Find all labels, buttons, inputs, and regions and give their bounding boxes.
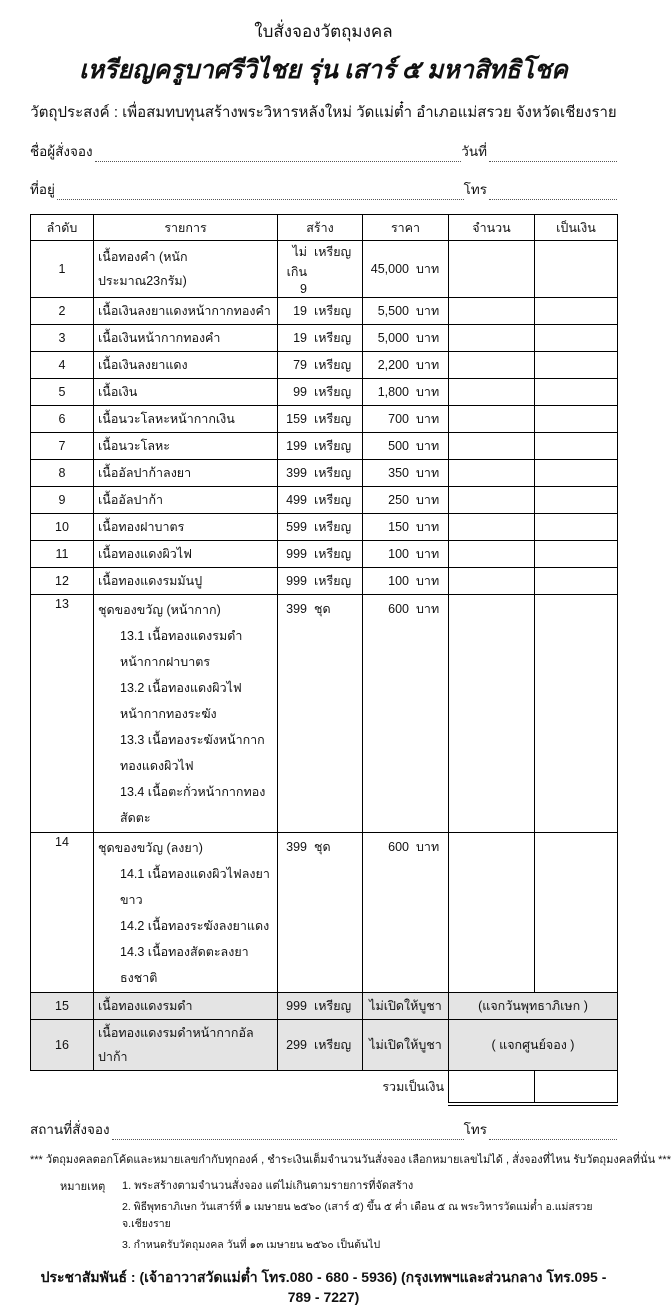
item-name: เนื้อเงินลงยาแดงหน้ากากทองคำ <box>98 304 271 318</box>
item-name: ชุดของขวัญ (ลงยา) <box>98 841 203 855</box>
col-header-amount: เป็นเงิน <box>535 215 618 241</box>
price-cell: 100 บาท <box>363 568 449 595</box>
giveaway-note-cell: ( แจกศูนย์จอง ) <box>449 1020 618 1071</box>
address-label: ที่อยู่ <box>30 182 55 197</box>
remark-item-2: 2. พิธีพุทธาภิเษก วันเสาร์ที่ ๑ เมษายน ๒๕๖๐ (เสาร์ ๕) ขึ้น ๕ ค่ำ เดือน ๕ ณ พระวิหารวัดแม่ต๋ำ อ.แม่สรวย จ.เชียงราย <box>122 1200 593 1230</box>
item-name: เนื้ออัลปาก้า <box>98 493 164 507</box>
amount-input-cell[interactable] <box>535 514 618 541</box>
sub-item: 13.2 เนื้อทองแดงผิวไฟหน้ากากทองระฆัง <box>120 681 242 721</box>
item-name: เนื้อทองแดงผิวไฟ <box>98 547 192 561</box>
made-cell: 499 เหรียญ <box>278 487 363 514</box>
table-row <box>31 241 618 298</box>
contact-line: ประชาสัมพันธ์ : (เจ้าอาวาสวัดแม่ต๋ำ โทร.080 - 680 - 5936) (กรุงเทพฯและส่วนกลาง โทร.095 - 789 - 7227) <box>40 1268 607 1305</box>
item-name: เนื้อเงินลงยาแดง <box>98 358 188 372</box>
item-name: เนื้อเงินหน้ากากทองคำ <box>98 331 221 345</box>
table-header-row <box>31 215 618 241</box>
made-cell: 299 เหรียญ <box>278 1020 363 1071</box>
amount-input-cell[interactable] <box>535 352 618 379</box>
date-input-line[interactable] <box>489 146 617 162</box>
made-cell: 99 เหรียญ <box>278 379 363 406</box>
price-cell: ไม่เปิดให้บูชา <box>363 1020 449 1071</box>
made-cell: 999 เหรียญ <box>278 568 363 595</box>
row-number: 7 <box>31 433 94 460</box>
row-number: 8 <box>31 460 94 487</box>
col-header-quantity: จำนวน <box>449 215 535 241</box>
row-number: 6 <box>31 406 94 433</box>
quantity-input-cell[interactable] <box>449 568 535 595</box>
phone-input-line[interactable] <box>489 184 617 200</box>
remarks-block <box>30 1176 617 1257</box>
address-input-line[interactable] <box>57 184 464 200</box>
made-cell: 399 ชุด <box>278 833 363 993</box>
made-cell: 19 เหรียญ <box>278 325 363 352</box>
page-title: ใบสั่งจองวัตถุมงคล <box>254 22 393 41</box>
made-cell: 999 เหรียญ <box>278 993 363 1020</box>
row-number: 13 <box>31 595 94 833</box>
item-cell <box>94 298 278 325</box>
sub-item: 13.3 เนื้อทองระฆังหน้ากากทองแดงผิวไฟ <box>120 733 265 773</box>
col-header-item: รายการ <box>94 215 278 241</box>
quantity-input-cell[interactable] <box>449 595 535 833</box>
total-amount-cell[interactable] <box>535 1071 618 1104</box>
amount-input-cell[interactable] <box>535 568 618 595</box>
item-cell <box>94 352 278 379</box>
phone-label: โทร <box>463 182 487 197</box>
amount-input-cell[interactable] <box>535 241 618 298</box>
quantity-input-cell[interactable] <box>449 433 535 460</box>
item-name: เนื้อทองคำ (หนักประมาณ23กรัม) <box>98 250 188 288</box>
col-header-index: ลำดับ <box>31 215 94 241</box>
price-cell: 150 บาท <box>363 514 449 541</box>
item-cell <box>94 595 278 833</box>
table-row <box>31 352 618 379</box>
table-row <box>31 487 618 514</box>
amount-input-cell[interactable] <box>535 595 618 833</box>
table-row <box>31 595 618 833</box>
item-name: เนื้อทองแดงรมดำ <box>98 999 193 1013</box>
item-name: ชุดของขวัญ (หน้ากาก) <box>98 603 221 617</box>
table-row <box>31 993 618 1020</box>
item-name: เนื้อทองฝาบาตร <box>98 520 185 534</box>
order-table <box>30 214 618 1106</box>
order-place-label: สถานที่สั่งจอง <box>30 1121 110 1137</box>
price-cell: 500 บาท <box>363 433 449 460</box>
place-phone-label: โทร <box>463 1121 487 1137</box>
total-quantity-cell[interactable] <box>449 1071 535 1104</box>
item-cell <box>94 541 278 568</box>
price-cell: 350 บาท <box>363 460 449 487</box>
price-cell: 600 บาท <box>363 833 449 993</box>
item-name: เนื้อนวะโลหะหน้ากากเงิน <box>98 412 235 426</box>
item-cell <box>94 833 278 993</box>
row-number: 14 <box>31 833 94 993</box>
total-row <box>31 1071 618 1104</box>
orderer-line <box>30 140 617 162</box>
row-number: 3 <box>31 325 94 352</box>
item-name: เนื้อเงิน <box>98 385 138 399</box>
price-cell: 100 บาท <box>363 541 449 568</box>
amount-input-cell[interactable] <box>535 487 618 514</box>
item-name: เนื้อทองแดงรมมันปู <box>98 574 203 588</box>
amount-input-cell[interactable] <box>535 433 618 460</box>
made-cell: 599 เหรียญ <box>278 514 363 541</box>
sub-item: 14.1 เนื้อทองแดงผิวไฟลงยาขาว <box>120 867 270 907</box>
made-cell: ไม่เกิน 9 เหรียญ <box>278 241 363 298</box>
col-header-price: ราคา <box>363 215 449 241</box>
item-cell <box>94 379 278 406</box>
amount-input-cell[interactable] <box>535 379 618 406</box>
quantity-input-cell[interactable] <box>449 460 535 487</box>
table-row <box>31 568 618 595</box>
quantity-input-cell[interactable] <box>449 487 535 514</box>
quantity-input-cell[interactable] <box>449 325 535 352</box>
item-name: เนื้ออัลปาก้าลงยา <box>98 466 192 480</box>
row-number: 5 <box>31 379 94 406</box>
table-row <box>31 541 618 568</box>
row-number: 10 <box>31 514 94 541</box>
col-header-made: สร้าง <box>278 215 363 241</box>
row-number: 1 <box>31 241 94 298</box>
price-cell: 5,500 บาท <box>363 298 449 325</box>
price-cell: 5,000 บาท <box>363 325 449 352</box>
made-cell: 19 เหรียญ <box>278 298 363 325</box>
quantity-input-cell[interactable] <box>449 514 535 541</box>
table-row <box>31 833 618 993</box>
amount-input-cell[interactable] <box>535 406 618 433</box>
row-number: 2 <box>31 298 94 325</box>
sub-item: 13.4 เนื้อตะกั่วหน้ากากทองสัดตะ <box>120 785 266 825</box>
table-row <box>31 1020 618 1071</box>
made-cell: 399 ชุด <box>278 595 363 833</box>
table-row <box>31 460 618 487</box>
place-phone-input-line[interactable] <box>489 1124 617 1140</box>
made-cell: 159 เหรียญ <box>278 406 363 433</box>
remark-item-1: 1. พระสร้างตามจำนวนสั่งจอง แต่ไม่เกินตามรายการที่จัดสร้าง <box>122 1179 414 1192</box>
quantity-input-cell[interactable] <box>449 352 535 379</box>
row-number: 4 <box>31 352 94 379</box>
conditions-note: *** วัตถุมงคลตอกโค้ดและหมายเลขกำกับทุกองค์ , ชำระเงินเต็มจำนวนวันสั่งจอง เลือกหมายเลขไม่ได้ , สั่งจองที่ไหน รับวัตถุมงคลที่นั่น *** <box>30 1153 671 1166</box>
remarks-label: หมายเหตุ <box>60 1180 106 1193</box>
remark-item-3: 3. กำหนดรับวัตถุมงคล วันที่ ๑๓ เมษายน ๒๕๖๐ เป็นต้นไป <box>122 1238 381 1251</box>
made-cell: 399 เหรียญ <box>278 460 363 487</box>
table-row <box>31 406 618 433</box>
price-cell: 700 บาท <box>363 406 449 433</box>
quantity-input-cell[interactable] <box>449 379 535 406</box>
made-cell: 199 เหรียญ <box>278 433 363 460</box>
table-row <box>31 433 618 460</box>
quantity-input-cell[interactable] <box>449 298 535 325</box>
orderer-name-label: ชื่อผู้สั่งจอง <box>30 144 93 159</box>
row-number: 11 <box>31 541 94 568</box>
table-row <box>31 514 618 541</box>
row-number: 15 <box>31 993 94 1020</box>
price-cell: ไม่เปิดให้บูชา <box>363 993 449 1020</box>
table-row <box>31 325 618 352</box>
made-cell: 999 เหรียญ <box>278 541 363 568</box>
amount-input-cell[interactable] <box>535 541 618 568</box>
amount-input-cell[interactable] <box>535 460 618 487</box>
date-label: วันที่ <box>461 144 487 159</box>
amount-input-cell[interactable] <box>535 325 618 352</box>
orderer-name-input-line[interactable] <box>95 146 462 162</box>
price-cell: 250 บาท <box>363 487 449 514</box>
price-cell: 45,000 บาท <box>363 241 449 298</box>
address-line <box>30 178 617 200</box>
item-cell <box>94 433 278 460</box>
item-cell <box>94 514 278 541</box>
price-cell: 1,800 บาท <box>363 379 449 406</box>
price-cell: 600 บาท <box>363 595 449 833</box>
sub-item: 14.3 เนื้อทองสัดตะลงยาธงชาติ <box>120 945 249 985</box>
item-name: เนื้อทองแดงรมดำหน้ากากอัลปาก้า <box>98 1026 254 1064</box>
item-cell <box>94 325 278 352</box>
quantity-input-cell[interactable] <box>449 833 535 993</box>
item-cell <box>94 1020 278 1071</box>
item-cell <box>94 487 278 514</box>
sub-item: 13.1 เนื้อทองแดงรมดำหน้ากากฝาบาตร <box>120 629 243 669</box>
row-number: 16 <box>31 1020 94 1071</box>
row-number: 12 <box>31 568 94 595</box>
order-place-line <box>30 1118 617 1140</box>
amount-input-cell[interactable] <box>535 833 618 993</box>
row-number: 9 <box>31 487 94 514</box>
item-cell <box>94 568 278 595</box>
made-cell: 79 เหรียญ <box>278 352 363 379</box>
total-spacer <box>31 1071 363 1104</box>
order-place-input-line[interactable] <box>112 1124 464 1140</box>
quantity-input-cell[interactable] <box>449 241 535 298</box>
price-cell: 2,200 บาท <box>363 352 449 379</box>
amount-input-cell[interactable] <box>535 298 618 325</box>
sub-item: 14.2 เนื้อทองระฆังลงยาแดง <box>120 919 270 933</box>
item-cell <box>94 460 278 487</box>
giveaway-note-cell: (แจกวันพุทธาภิเษก ) <box>449 993 618 1020</box>
page-subtitle: เหรียญครูบาศรีวิไชย รุ่น เสาร์ ๕ มหาสิทธิโชค <box>79 57 568 84</box>
item-cell <box>94 406 278 433</box>
quantity-input-cell[interactable] <box>449 406 535 433</box>
total-label: รวมเป็นเงิน <box>382 1080 444 1095</box>
table-row <box>31 379 618 406</box>
table-row <box>31 298 618 325</box>
item-cell <box>94 241 278 298</box>
item-name: เนื้อนวะโลหะ <box>98 439 170 453</box>
quantity-input-cell[interactable] <box>449 541 535 568</box>
item-cell <box>94 993 278 1020</box>
purpose-line: วัตถุประสงค์ : เพื่อสมทบทุนสร้างพระวิหารหลังใหม่ วัดแม่ต๋ำ อำเภอแม่สรวย จังหวัดเชียงราย <box>30 104 617 121</box>
